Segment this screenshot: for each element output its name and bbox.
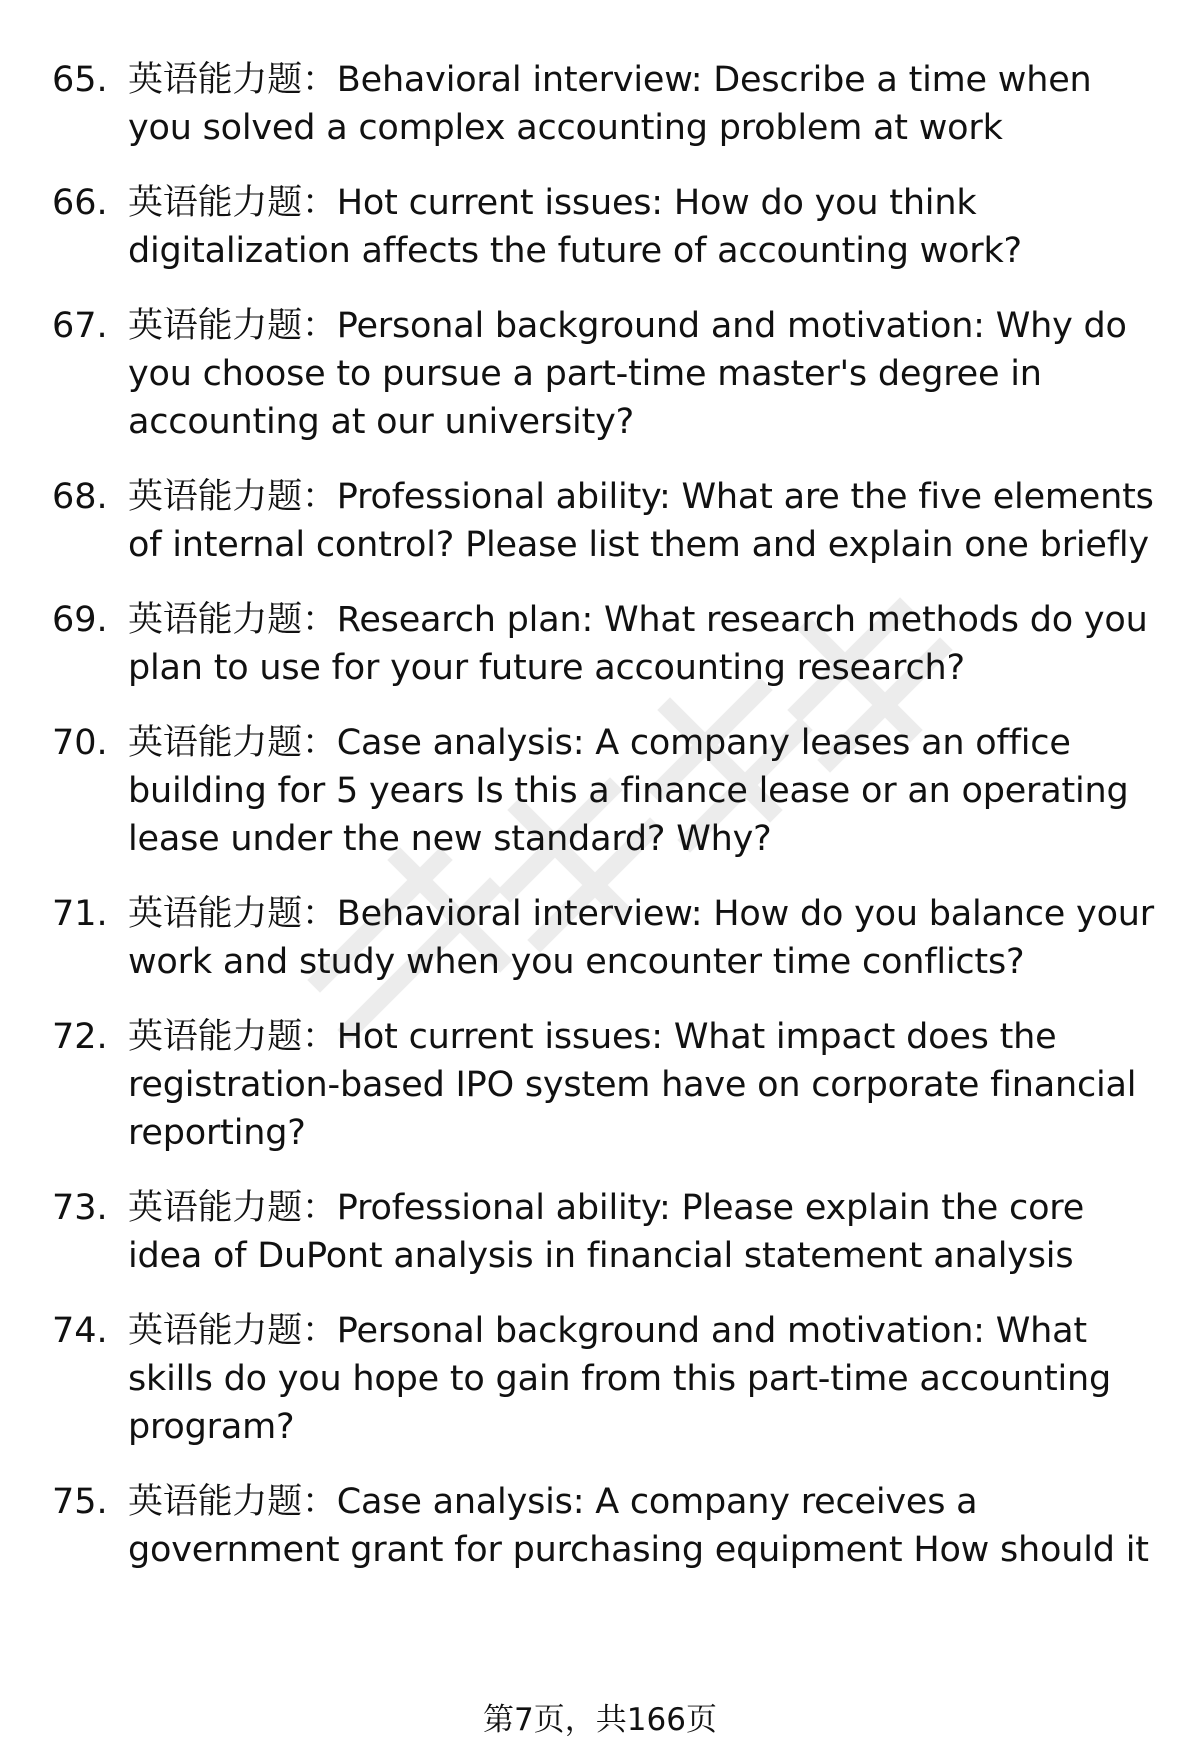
list-item <box>52 1478 1162 1574</box>
question-number: 70. <box>52 723 108 763</box>
question-text: 英语能力题：Case analysis: A company receives a government grant for purchasing equipment How should it <box>128 1482 1149 1570</box>
list-item <box>52 1184 1162 1280</box>
list-item <box>52 179 1162 275</box>
question-number: 73. <box>52 1188 108 1228</box>
question-text: 英语能力题：Case analysis: A company leases an office building for 5 years Is this a finance lease or an operating lease under the new standard? Why? <box>128 723 1129 859</box>
list-item <box>52 473 1162 569</box>
list-item <box>52 1013 1162 1157</box>
question-number: 68. <box>52 477 108 517</box>
question-text: 英语能力题：Personal background and motivation: Why do you choose to pursue a part-time master's degree in accounting at our university? <box>128 306 1127 442</box>
question-text: 英语能力题：Research plan: What research methods do you plan to use for your future accounting research? <box>128 600 1148 688</box>
question-text: 英语能力题：Hot current issues: How do you think digitalization affects the future of accounting work? <box>128 183 1022 271</box>
list-item <box>52 719 1162 863</box>
question-number: 65. <box>52 60 108 100</box>
question-number: 66. <box>52 183 108 223</box>
list-item <box>52 890 1162 986</box>
question-list <box>52 56 1162 1601</box>
list-item <box>52 56 1162 152</box>
question-text: 英语能力题：Professional ability: What are the five elements of internal control? Please list them and explain one briefly <box>128 477 1154 565</box>
page-footer <box>0 1700 1200 1740</box>
question-text: 英语能力题：Hot current issues: What impact does the registration-based IPO system have on corporate financial reporting? <box>128 1017 1137 1153</box>
list-item <box>52 1307 1162 1451</box>
question-number: 72. <box>52 1017 108 1057</box>
question-number: 71. <box>52 894 108 934</box>
question-number: 67. <box>52 306 108 346</box>
question-number: 69. <box>52 600 108 640</box>
page-number-label: 第7页，共166页 <box>483 1702 717 1738</box>
question-text: 英语能力题：Behavioral interview: How do you balance your work and study when you encounter time conflicts? <box>128 894 1154 982</box>
list-item <box>52 596 1162 692</box>
question-number: 75. <box>52 1482 108 1522</box>
question-number: 74. <box>52 1311 108 1351</box>
question-text: 英语能力题：Professional ability: Please explain the core idea of DuPont analysis in financial statement analysis <box>128 1188 1085 1276</box>
list-item <box>52 302 1162 446</box>
question-text: 英语能力题：Behavioral interview: Describe a time when you solved a complex accounting problem at work <box>128 60 1092 148</box>
question-text: 英语能力题：Personal background and motivation: What skills do you hope to gain from this part-time accounting program? <box>128 1311 1111 1447</box>
